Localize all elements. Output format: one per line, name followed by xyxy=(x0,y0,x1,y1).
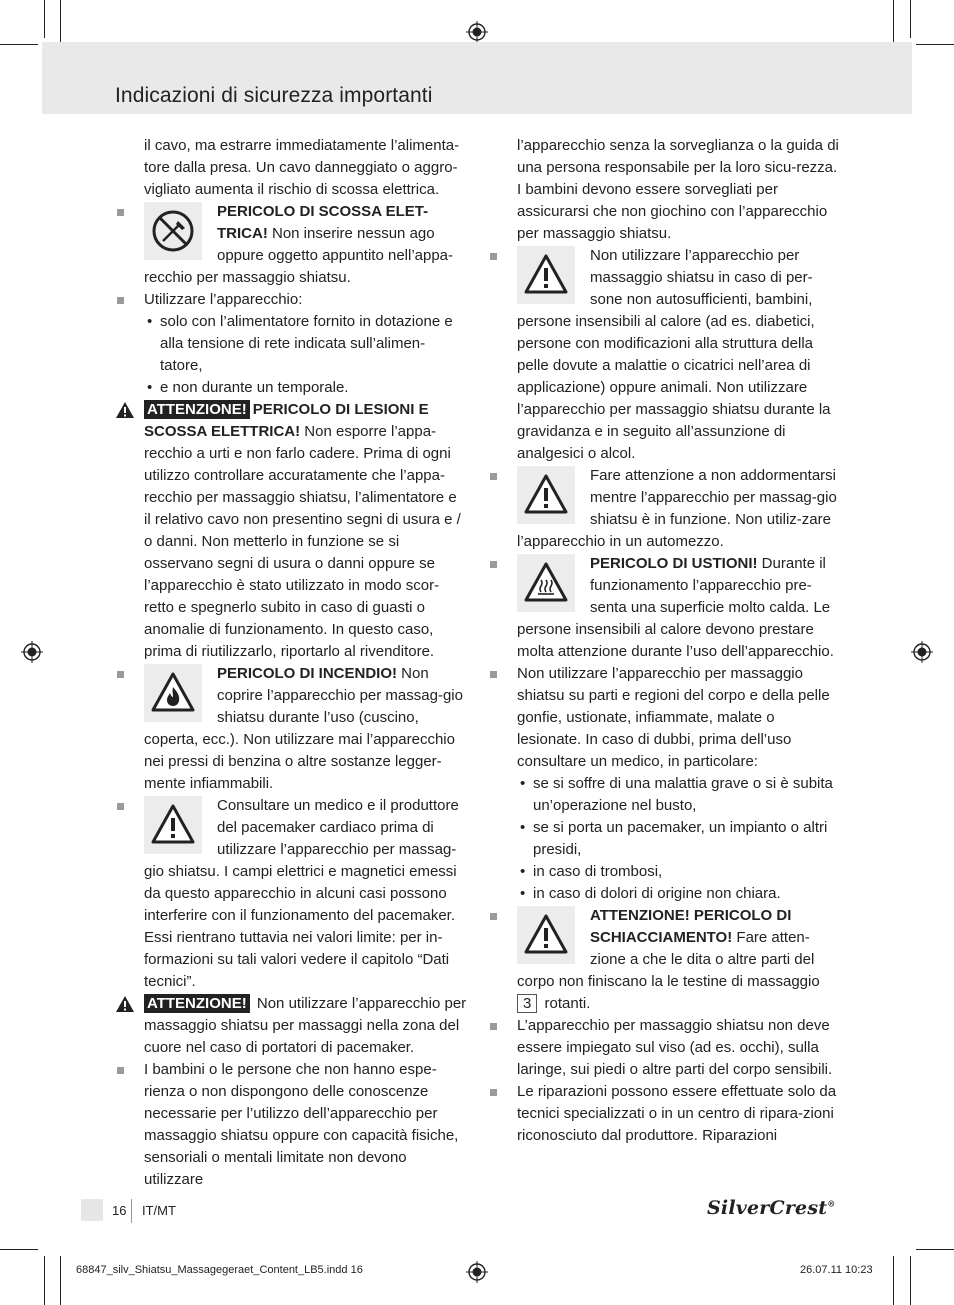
list-item xyxy=(488,465,840,553)
list-item xyxy=(115,201,467,289)
crop-mark xyxy=(0,44,38,45)
bullet-dot: • xyxy=(520,819,526,836)
warning-text: Non inserire nessun ago oppure oggetto appuntito nell’appa-recchio per massaggio shiatsu. xyxy=(144,225,454,286)
crop-mark xyxy=(60,0,61,48)
warning-heading: PERICOLO DI INCENDIO! xyxy=(217,665,398,682)
bullet-square-icon xyxy=(117,803,124,810)
crop-mark xyxy=(893,1256,894,1305)
left-column xyxy=(115,135,467,1191)
list-item xyxy=(488,553,840,663)
warning-text: Non esporre l’appa-recchio a urti e non farlo cadere. Prima di ogni utilizzo controllare accuratamente che l’appa-recchio per massaggio shiatsu, l’alimentatore e il relativo cavo non presentino segni di usura e / o danni. Non metterlo in funzione se si osservano segni di usura o danni oppure se l’apparecchio è stato utilizzato in modo scor-retto e spegnerlo subito in caso di guasti o anomalie di funzionamento. In questo caso, prima di riutilizzarlo, riportarlo al rivenditore. xyxy=(144,423,461,660)
warning-text: Non coprire l’apparecchio per massag-gio shiatsu durante l’uso (cuscino, coperta, ecc.). Non utilizzare mai l’apparecchio nei pressi di benzina o altre sostanze legger-mente infiammabili. xyxy=(144,665,463,792)
paragraph: Utilizzare l’apparecchio: xyxy=(144,291,303,308)
list-item xyxy=(115,663,467,795)
crop-mark xyxy=(916,1249,954,1250)
no-needle-icon xyxy=(144,202,202,260)
bullet-square-icon xyxy=(490,473,497,480)
crop-mark xyxy=(893,0,894,48)
bullet-square-icon xyxy=(117,209,124,216)
attention-badge: ATTENZIONE! xyxy=(144,994,250,1013)
warning-icon xyxy=(517,906,575,964)
bullet-square-icon xyxy=(490,561,497,568)
bullet-dot: • xyxy=(520,863,526,880)
bullet-dot: • xyxy=(147,313,153,330)
bullet-square-icon xyxy=(490,671,497,678)
warning-heading: PERICOLO DI USTIONI! xyxy=(590,555,758,572)
crop-mark xyxy=(60,1256,61,1305)
warning-text: Durante il funzionamento l’apparecchio pre-senta una superficie molto calda. Le persone insensibili al calore devono prestare molta attenzione durante l’uso dell’apparecchio. xyxy=(517,555,834,660)
list-item xyxy=(488,245,840,465)
registration-mark-icon xyxy=(466,21,488,43)
list-item: ATTENZIONE! PERICOLO DI SCHIACCIAMENTO! Fare atten-zione a che le dita o altre parti del corpo non finiscano la le testine di massaggio 3 rotanti. xyxy=(488,905,840,1015)
crop-mark xyxy=(44,0,45,38)
bullet-dot: • xyxy=(520,775,526,792)
warning-heading: PERICOLO DI LESIONI E SCOSSA ELETTRICA! xyxy=(144,401,429,440)
sub-list-item: • solo con l’alimentatore fornito in dotazione e alla tensione di rete indicata sull’alimen-tatore, xyxy=(147,313,453,374)
warning-block xyxy=(115,993,467,1059)
warning-icon xyxy=(517,246,575,304)
registration-mark-icon xyxy=(911,641,933,663)
warning-text: Non utilizzare l’apparecchio per massaggio shiatsu per massaggi nella zona del cuore nel caso di portatori di pacemaker. xyxy=(144,995,467,1056)
bullet-square-icon xyxy=(490,1023,497,1030)
sub-list-item: • e non durante un temporale. xyxy=(144,377,467,399)
list-item xyxy=(115,289,467,399)
print-slug-file: 68847_silv_Shiatsu_Massagegeraet_Content_LB5.indd 16 xyxy=(76,1264,363,1276)
paragraph: Fare attenzione a non addormentarsi mentre l’apparecchio per massag-gio shiatsu è in funzione. Non utiliz-zare l’apparecchio in un automezzo. xyxy=(517,467,837,550)
part-reference-number: 3 xyxy=(517,994,537,1013)
attention-badge: ATTENZIONE! xyxy=(144,400,250,419)
sub-list-item: • in caso di trombosi, xyxy=(517,861,840,883)
paragraph: il cavo, ma estrarre immediatamente l’alimenta-tore dalla presa. Un cavo danneggiato o aggro-vigliato aumenta il rischio di scossa elettrica. xyxy=(144,137,460,198)
list-item xyxy=(488,1015,840,1081)
paragraph: Le riparazioni possono essere effettuate solo da tecnici specializzati o in un centro di ripara-zioni riconosciuto dal produttore. Riparazioni xyxy=(517,1083,837,1144)
brand-logo: SilverCrest® xyxy=(707,1197,836,1219)
crop-mark xyxy=(910,1256,911,1305)
paragraph: I bambini o le persone che non hanno espe-rienza o non dispongono delle conoscenze necessarie per l’utilizzo dell’apparecchio per massaggio shiatsu oppure con capacità fisiche, sensoriali o mentali limitate non devono utilizzare xyxy=(144,1061,459,1188)
paragraph: L’apparecchio per massaggio shiatsu non deve essere impiegato sul viso (ad es. occhi), sulla laringe, sui piedi o altre parti del corpo sensibili. xyxy=(517,1017,833,1078)
fire-hazard-icon xyxy=(144,664,202,722)
bullet-square-icon xyxy=(117,1067,124,1074)
crop-mark xyxy=(44,1256,45,1305)
crop-mark xyxy=(916,44,954,45)
registration-mark-icon xyxy=(466,1261,488,1283)
page-title: Indicazioni di sicurezza importanti xyxy=(115,84,433,107)
warning-heading: ATTENZIONE! PERICOLO DI SCHIACCIAMENTO! xyxy=(590,907,792,946)
list-item xyxy=(115,795,467,993)
paragraph: Non utilizzare l’apparecchio per massaggio shiatsu su parti e regioni del corpo e della pelle gonfie, ustionate, infiammate, malate o lesionate. In caso di dubbi, prima dell’uso consultare un medico, in particolare: xyxy=(517,665,830,770)
warning-icon xyxy=(144,796,202,854)
bullet-dot: • xyxy=(520,885,526,902)
sub-list-item: • se si soffre di una malattia grave o si è subita un’operazione nel busto, xyxy=(520,775,833,814)
bullet-square-icon xyxy=(490,1089,497,1096)
warning-triangle-icon xyxy=(115,401,135,419)
paragraph: Non utilizzare l’apparecchio per massaggio shiatsu in caso di per-sone non autosufficienti, bambini, persone insensibili al calore (ad es. diabetici, persone con modificazioni alla struttura della pelle dovute a malattie o cicatrici nell’area di applicazione) oppure animali. Non utilizzare l’apparecchio per massaggio shiatsu durante la gravidanza e in seguito all’assunzione di analgesici o alcol. xyxy=(517,247,831,462)
bullet-square-icon xyxy=(117,297,124,304)
warning-icon xyxy=(517,466,575,524)
crop-mark xyxy=(0,1249,38,1250)
bullet-square-icon xyxy=(490,253,497,260)
crop-mark xyxy=(910,0,911,38)
bullet-square-icon xyxy=(490,913,497,920)
page-tab-marker xyxy=(81,1199,103,1221)
list-item xyxy=(115,1059,467,1191)
paragraph: Consultare un medico e il produttore del pacemaker cardiaco prima di utilizzare l’apparecchio per massag-gio shiatsu. I campi elettrici e magnetici emessi da questo apparecchio in alcuni casi possono interferire con il funzionamento del pacemaker. Essi rientrano tuttavia nei valori limite: per in-formazioni su tali valori vedere il capitolo “Dati tecnici”. xyxy=(144,797,459,990)
right-column xyxy=(488,135,840,1147)
registration-mark-icon xyxy=(21,641,43,663)
page-number: 16 xyxy=(112,1203,127,1218)
divider xyxy=(131,1199,132,1223)
sub-list-item: • in caso di dolori di origine non chiara. xyxy=(517,883,840,905)
list-item xyxy=(488,1081,840,1147)
warning-block xyxy=(115,399,467,663)
sub-list-item: • se si porta un pacemaker, un impianto o altri presidi, xyxy=(520,819,828,858)
warning-triangle-icon xyxy=(115,995,135,1013)
bullet-square-icon xyxy=(117,671,124,678)
warning-heading: PERICOLO DI SCOSSA ELET-TRICA! xyxy=(217,203,429,242)
language-code: IT/MT xyxy=(142,1203,176,1218)
list-item xyxy=(488,663,840,905)
hot-surface-icon xyxy=(517,554,575,612)
bullet-dot: • xyxy=(147,379,153,396)
print-slug-date: 26.07.11 10:23 xyxy=(800,1264,873,1276)
paragraph: l’apparecchio senza la sorveglianza o la guida di una persona responsabile per la loro sicu-rezza. I bambini devono essere sorvegliati per assicurarsi che non giochino con l’apparecchio per massaggio shiatsu. xyxy=(517,137,839,242)
warning-text: Fare atten-zione a che le dita o altre parti del corpo non finiscano la le testine di massaggio xyxy=(517,929,820,990)
